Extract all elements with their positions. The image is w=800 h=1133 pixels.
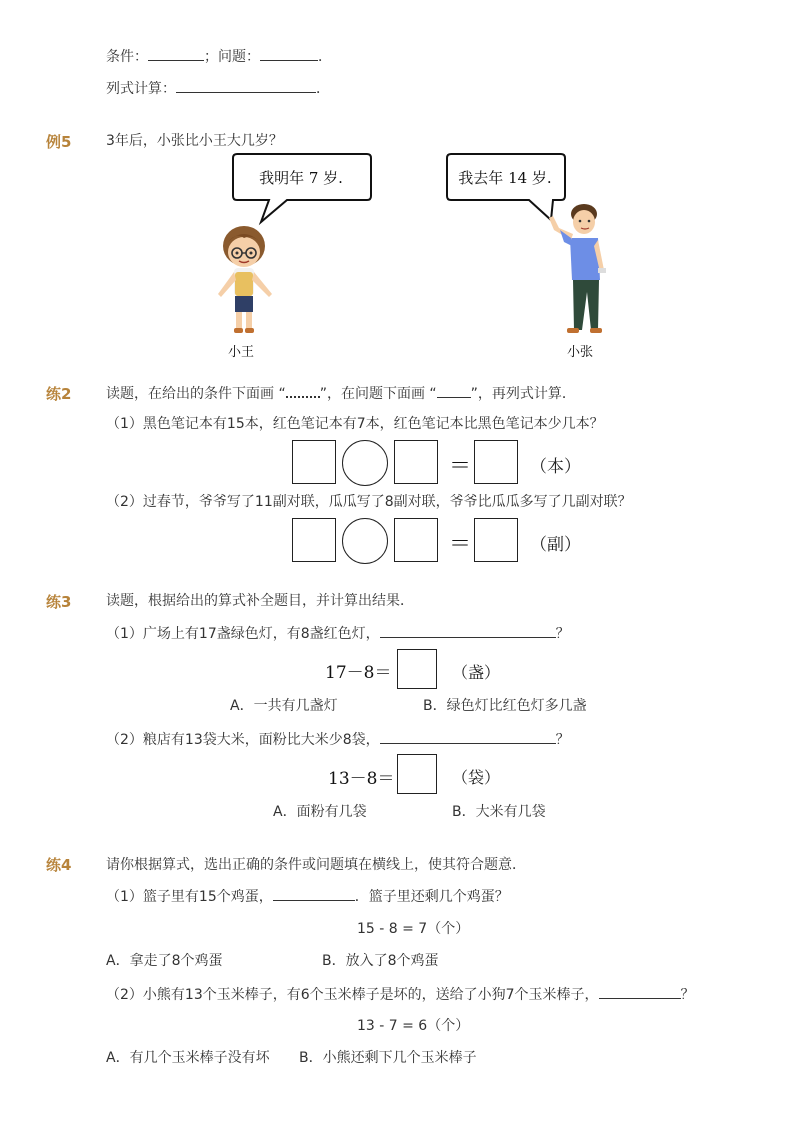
p3-q1-blank[interactable]	[380, 624, 556, 638]
p3-q2-blank[interactable]	[380, 730, 556, 744]
p4-q1-option-b[interactable]: B．放入了8个鸡蛋	[322, 953, 439, 969]
p3-q2-option-a[interactable]: A．面粉有几袋	[273, 804, 367, 820]
p2-q2-answer-box[interactable]	[474, 518, 518, 562]
p4-q1-formula: 15 - 8 = 7（个）	[357, 921, 470, 937]
question-blank[interactable]	[260, 47, 318, 61]
p2-q2-box-2[interactable]	[394, 518, 438, 562]
p4-q2-option-a[interactable]: A．有几个玉米棒子没有坏	[106, 1050, 270, 1066]
name-left: 小王	[228, 345, 255, 360]
p2-q1-box-2[interactable]	[394, 440, 438, 484]
p3-q2-formula: 13－8＝	[328, 769, 395, 789]
p3-q2-unit: （袋）	[452, 768, 501, 787]
p3-q1-option-b[interactable]: B．绿色灯比红色灯多几盏	[423, 698, 587, 714]
p3-q2-option-b[interactable]: B．大米有几袋	[452, 804, 546, 820]
example-5-question: 3年后，小张比小王大几岁？	[106, 133, 283, 149]
p4-q2-option-b[interactable]: B．小熊还剩下几个玉米棒子	[299, 1050, 477, 1066]
p3-q1-option-a[interactable]: A．一共有几盏灯	[230, 698, 338, 714]
wavy-underline-sample	[286, 384, 320, 398]
p2-q2-operator-circle[interactable]	[342, 518, 388, 564]
condition-question-line: 条件： ；问题： ．	[106, 49, 332, 65]
practice-3-label: 练3	[46, 593, 72, 611]
p4-q2-blank[interactable]	[599, 985, 681, 999]
name-right: 小张	[567, 345, 594, 360]
p2-q1-equals: ＝	[449, 454, 472, 479]
straight-underline-sample	[437, 385, 471, 398]
p3-q1-unit: （盏）	[452, 663, 501, 682]
p2-q1-box-1[interactable]	[292, 440, 336, 484]
bubble-right-text: 我去年 14 岁.	[458, 169, 552, 187]
p2-q2-box-1[interactable]	[292, 518, 336, 562]
p2-q1-unit: （本）	[530, 457, 581, 477]
p2-q1-operator-circle[interactable]	[342, 440, 388, 486]
xiaowang-illustration	[206, 218, 286, 340]
xiaozhang-illustration	[540, 200, 620, 340]
p3-q2-answer-box[interactable]	[397, 754, 437, 794]
p2-q1-answer-box[interactable]	[474, 440, 518, 484]
practice-2-intro: 读题，在给出的条件下面画 “ ”，在问题下面画 “ ”，再列式计算．	[106, 386, 576, 402]
bubble-left-text: 我明年 7 岁.	[259, 169, 343, 187]
practice-3-q2: （2）粮店有13袋大米，面粉比大米少8袋， ？	[106, 732, 570, 748]
practice-4-intro: 请你根据算式，选出正确的条件或问题填在横线上，使其符合题意．	[106, 857, 526, 873]
p3-q1-answer-box[interactable]	[397, 649, 437, 689]
formula-line: 列式计算： ．	[106, 81, 330, 97]
example-5-label: 例5	[46, 133, 72, 151]
practice-2-q1: （1）黑色笔记本有15本，红色笔记本有7本，红色笔记本比黑色笔记本少几本？	[106, 416, 604, 432]
p4-q1-option-a[interactable]: A．拿走了8个鸡蛋	[106, 953, 223, 969]
bubble-left-shape	[233, 154, 371, 222]
practice-3-q1: （1）广场上有17盏绿色灯，有8盏红色灯， ？	[106, 626, 570, 642]
practice-2-q2: （2）过春节，爷爷写了11副对联，瓜瓜写了8副对联，爷爷比瓜瓜多写了几副对联？	[106, 494, 632, 510]
p4-q1-blank[interactable]	[273, 887, 355, 901]
practice-3-intro: 读题，根据给出的算式补全题目，并计算出结果．	[106, 593, 414, 609]
p2-q2-unit: （副）	[530, 535, 581, 555]
p3-q1-formula: 17－8＝	[325, 663, 392, 683]
practice-4-q2: （2）小熊有13个玉米棒子，有6个玉米棒子是坏的，送给了小狗7个玉米棒子， ？	[106, 987, 695, 1003]
practice-2-label: 练2	[46, 385, 72, 403]
formula-blank[interactable]	[176, 79, 316, 93]
condition-blank[interactable]	[148, 47, 204, 61]
practice-4-label: 练4	[46, 856, 72, 874]
p4-q2-formula: 13 - 7 = 6（个）	[357, 1018, 470, 1034]
p2-q2-equals: ＝	[449, 532, 472, 557]
practice-4-q1: （1）篮子里有15个鸡蛋， ．篮子里还剩几个鸡蛋？	[106, 889, 509, 905]
